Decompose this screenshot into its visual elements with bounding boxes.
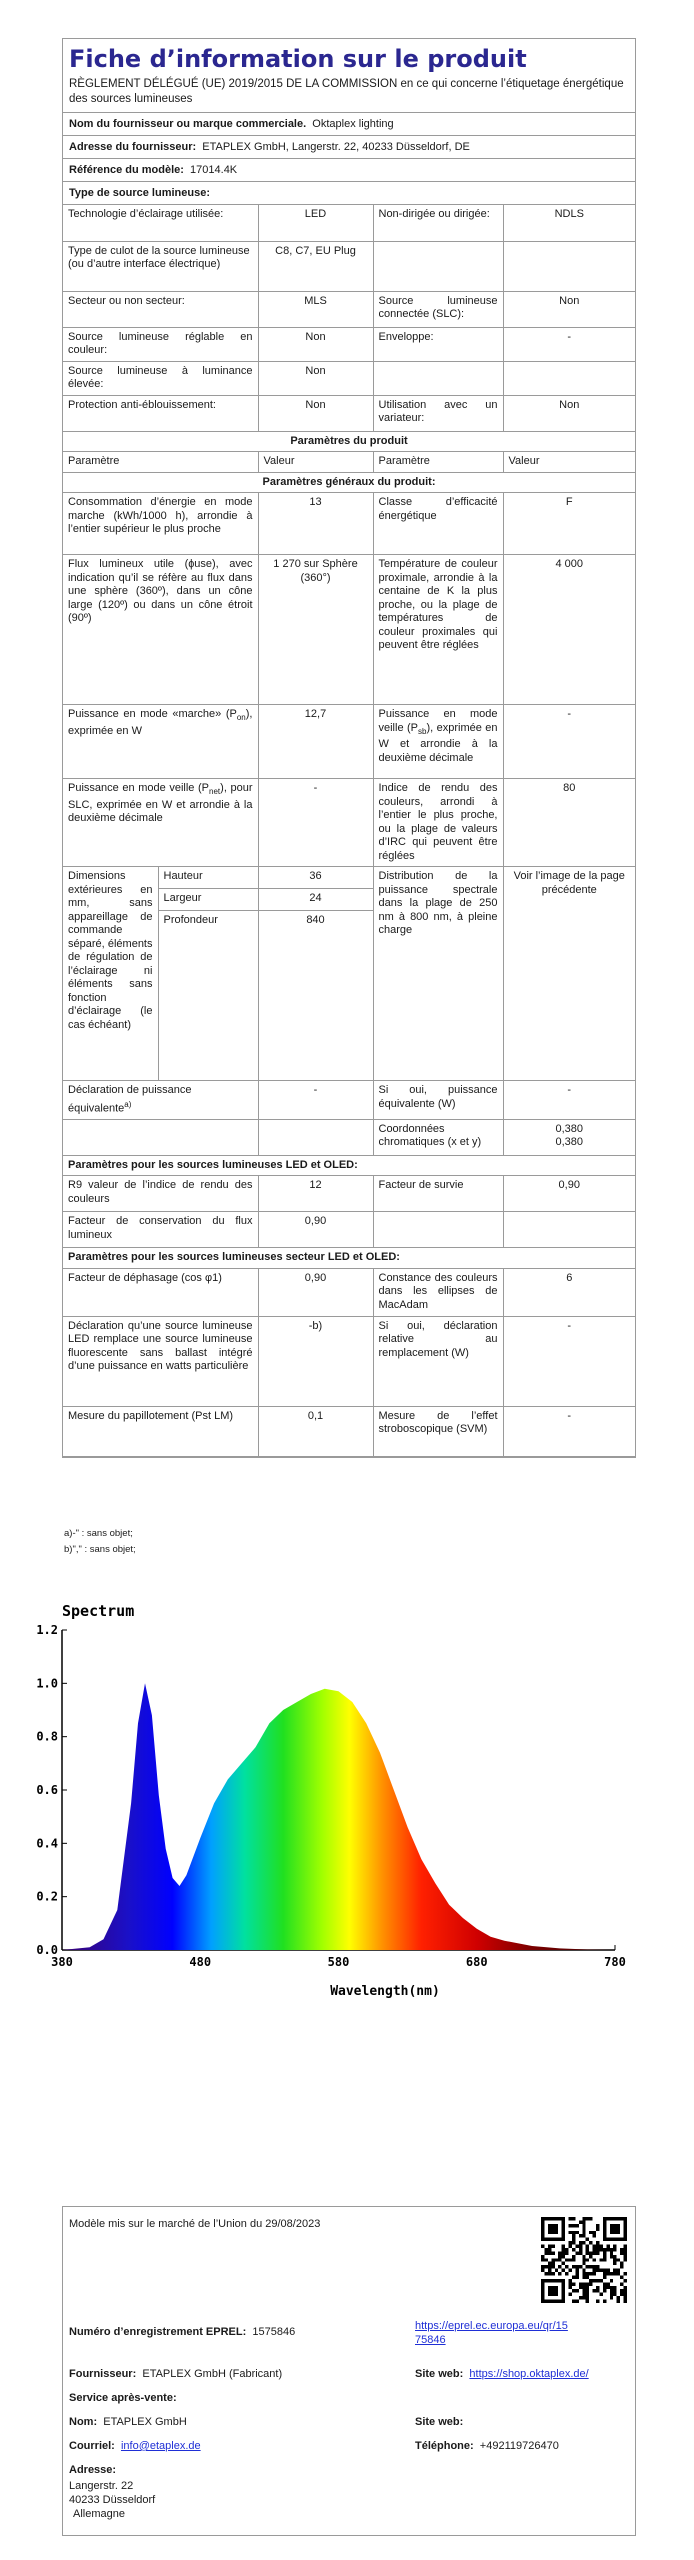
spectrum-area bbox=[62, 1683, 615, 1950]
table-row: Déclaration de puissance équivalente$^{a)}$ - Si oui, puissance équivalente (W) - bbox=[63, 1081, 635, 1119]
chart-title: Spectrum bbox=[62, 1602, 135, 1620]
model-row bbox=[63, 159, 635, 182]
email-link[interactable]: info@etaplex.de bbox=[120, 2440, 201, 2452]
market-date: Modèle mis sur le marché de l’Union du 29/08/2023 bbox=[69, 2218, 321, 2230]
table-row: Largeur 24 bbox=[63, 888, 635, 910]
address-line: Allemagne bbox=[73, 2508, 125, 2520]
eprel-link[interactable]: https://eprel.ec.europa.eu/qr/15 75846 bbox=[415, 2320, 568, 2346]
address-line: 40233 Düsseldorf bbox=[69, 2494, 156, 2506]
table-row: Déclaration qu’une source lumineuse LED remplace une source lumineuse fluorescente sans ballast intégré d’une puissance en watts particulière -b) Si oui, déclaration relative au remplacement (W) - bbox=[63, 1316, 635, 1406]
table-row: Dimensions extérieures en mm, sans appareillage de commande séparé, éléments de régulation de l’éclairage ni éléments sans fonction d’éclairage (le cas échéant) Hauteur 36 Distribution de la puissance spectrale dans la plage de 250 nm à 800 nm, à pleine charge Voir l’image de la page précédente bbox=[63, 867, 635, 888]
address-row bbox=[63, 136, 635, 159]
footnotes bbox=[64, 1526, 136, 1558]
general-params-header: Paramètres généraux du produit: bbox=[63, 472, 635, 493]
x-tick-label: 480 bbox=[189, 1955, 212, 1969]
y-tick-label: 1.2 bbox=[36, 1623, 58, 1637]
website-row: Site web: https://shop.oktaplex.de/ bbox=[415, 2368, 589, 2380]
table-row: Protection anti-éblouissement: Non Utilisation avec un variateur: Non bbox=[63, 395, 635, 431]
led-params-header: Paramètres pour les sources lumineuses LED et OLED: bbox=[63, 1155, 635, 1176]
footer-box bbox=[62, 2206, 636, 2536]
qr-code-icon[interactable] bbox=[541, 2217, 627, 2303]
y-tick-label: 0.8 bbox=[36, 1729, 58, 1744]
x-tick-label: 680 bbox=[465, 1955, 488, 1969]
website-link[interactable]: https://shop.oktaplex.de/ bbox=[469, 2368, 589, 2380]
x-axis-label: Wavelength(nm) bbox=[330, 1984, 440, 1999]
table-row: Facteur de conservation du flux lumineux 0,90 bbox=[63, 1212, 635, 1248]
y-tick-label: 0.0 bbox=[36, 1943, 58, 1957]
y-tick-label: 1.0 bbox=[36, 1676, 58, 1691]
address-label: Adresse du fournisseur: bbox=[69, 141, 197, 153]
product-information-sheet bbox=[62, 38, 636, 1458]
supplier-row: Fournisseur: ETAPLEX GmbH (Fabricant) bbox=[69, 2368, 283, 2380]
table-row bbox=[63, 431, 635, 452]
spectrum-chart bbox=[36, 1590, 640, 2010]
params-header: Paramètres du produit bbox=[63, 431, 635, 452]
eprel-number: 1575846 bbox=[252, 2326, 296, 2338]
footnote-a: a)-" : sans objet; bbox=[64, 1528, 133, 1539]
table-row: Coordonnées chromatiques (x et y) 0,380 0,380 bbox=[63, 1119, 635, 1155]
table-row bbox=[63, 1155, 635, 1176]
y-tick-label: 0.4 bbox=[36, 1836, 58, 1851]
table-row: Consommation d’énergie en mode marche (kWh/1000 h), arrondie à l’entier supérieur le plus proche 13 Classe d’efficacité énergétique F bbox=[63, 493, 635, 555]
eprel-row: Numéro d’enregistrement EPREL: 1575846 bbox=[69, 2326, 296, 2338]
x-tick-label: 380 bbox=[51, 1955, 73, 1969]
x-tick-label: 780 bbox=[604, 1955, 626, 1969]
address-value: ETAPLEX GmbH, Langerstr. 22, 40233 Düsseldorf, DE bbox=[202, 141, 470, 153]
table-row: Source lumineuse réglable en couleur: Non Enveloppe: - bbox=[63, 327, 635, 361]
table-row: Puissance en mode veille $(P_{net})$, pour SLC, exprimée en W et arrondie à la deuxième décimale - Indice de rendu des couleurs, arrondi à l’entier le plus proche, ou la plage de valeurs d’IRC qui peuvent être réglées 80 bbox=[63, 779, 635, 867]
table-row: Source lumineuse à luminance élevée: Non bbox=[63, 361, 635, 395]
service-name-row: Nom: ETAPLEX GmbH bbox=[69, 2416, 187, 2428]
model-value: 17014.4K bbox=[190, 164, 238, 176]
supplier-label: Nom du fournisseur ou marque commerciale. bbox=[69, 118, 307, 130]
table-row: Flux lumineux utile (ɸuse), avec indication qu’il se réfère au flux dans une sphère (360º), dans un cône large (120º) ou dans un cône étroit (90º) 1 270 sur Sphère (360°) Température de couleur proximale, arrondie à la centaine de K la plus proche, ou la plage de températures de couleur proximales qui peuvent être réglées 4 000 bbox=[63, 555, 635, 705]
table-row: Technologie d’éclairage utilisée: LED Non-dirigée ou dirigée: NDLS bbox=[63, 205, 635, 241]
service-website-label: Site web: bbox=[415, 2416, 464, 2428]
regulation-text: RÈGLEMENT DÉLÉGUÉ (UE) 2019/2015 DE LA COMMISSION en ce qui concerne l’étiquetage énergétique des sources lumineuses bbox=[63, 75, 635, 113]
mains-params-header: Paramètres pour les sources lumineuses secteur LED et OLED: bbox=[63, 1248, 635, 1269]
address-line: Langerstr. 22 bbox=[69, 2480, 134, 2492]
table-row bbox=[63, 1248, 635, 1269]
x-tick-label: 580 bbox=[327, 1955, 350, 1969]
table-row: R9 valeur de l’indice de rendu des couleurs 12 Facteur de survie 0,90 bbox=[63, 1176, 635, 1212]
supplier-row bbox=[63, 113, 635, 136]
phone-row: Téléphone: +492119726470 bbox=[415, 2440, 559, 2452]
y-tick-label: 0.2 bbox=[36, 1889, 58, 1904]
y-tick-label: 0.6 bbox=[36, 1783, 58, 1797]
table-row: Paramètre Valeur Paramètre Valeur bbox=[63, 452, 635, 473]
params-table-2 bbox=[63, 1081, 635, 1457]
spd-value: Voir l’image de la page précédente bbox=[503, 867, 635, 1081]
email-row: Courriel: info@etaplex.de bbox=[69, 2440, 201, 2452]
table-row: Puissance en mode «marche» $(P_{on})$, exprimée en W 12,7 Puissance en mode veille $(P_{sb})$, exprimée en W et arrondie à la deuxième décimale - bbox=[63, 705, 635, 779]
supplier-value: Oktaplex lighting bbox=[312, 118, 394, 130]
table-row: Profondeur 840 bbox=[63, 911, 635, 1081]
footnote-b: b)"," : sans objet; bbox=[64, 1544, 136, 1555]
table-row: Mesure du papillotement (Pst LM) 0,1 Mesure de l’effet stroboscopique (SVM) - bbox=[63, 1406, 635, 1456]
type-header: Type de source lumineuse: bbox=[63, 182, 635, 205]
table-row: Secteur ou non secteur: MLS Source lumineuse connectée (SLC): Non bbox=[63, 291, 635, 327]
address-label: Adresse: bbox=[69, 2464, 117, 2476]
table-row: Type de culot de la source lumineuse (ou d’autre interface électrique) C8, C7, EU Plug bbox=[63, 241, 635, 291]
dimensions-label: Dimensions extérieures en mm, sans appareillage de commande séparé, éléments de régulation de l’éclairage ni éléments sans fonction d’éclairage (le cas échéant) bbox=[63, 867, 158, 1081]
service-label: Service après-vente: bbox=[69, 2392, 177, 2404]
spd-label: Distribution de la puissance spectrale dans la plage de 250 nm à 800 nm, à pleine charge bbox=[373, 867, 503, 1081]
page-title: Fiche d’information sur le produit bbox=[69, 45, 527, 73]
model-label: Référence du modèle: bbox=[69, 164, 184, 176]
light-source-type-table bbox=[63, 205, 635, 867]
dimensions-table bbox=[63, 867, 635, 1081]
table-row bbox=[63, 472, 635, 493]
table-row: Facteur de déphasage (cos φ1) 0,90 Constance des couleurs dans les ellipses de MacAdam 6 bbox=[63, 1268, 635, 1316]
